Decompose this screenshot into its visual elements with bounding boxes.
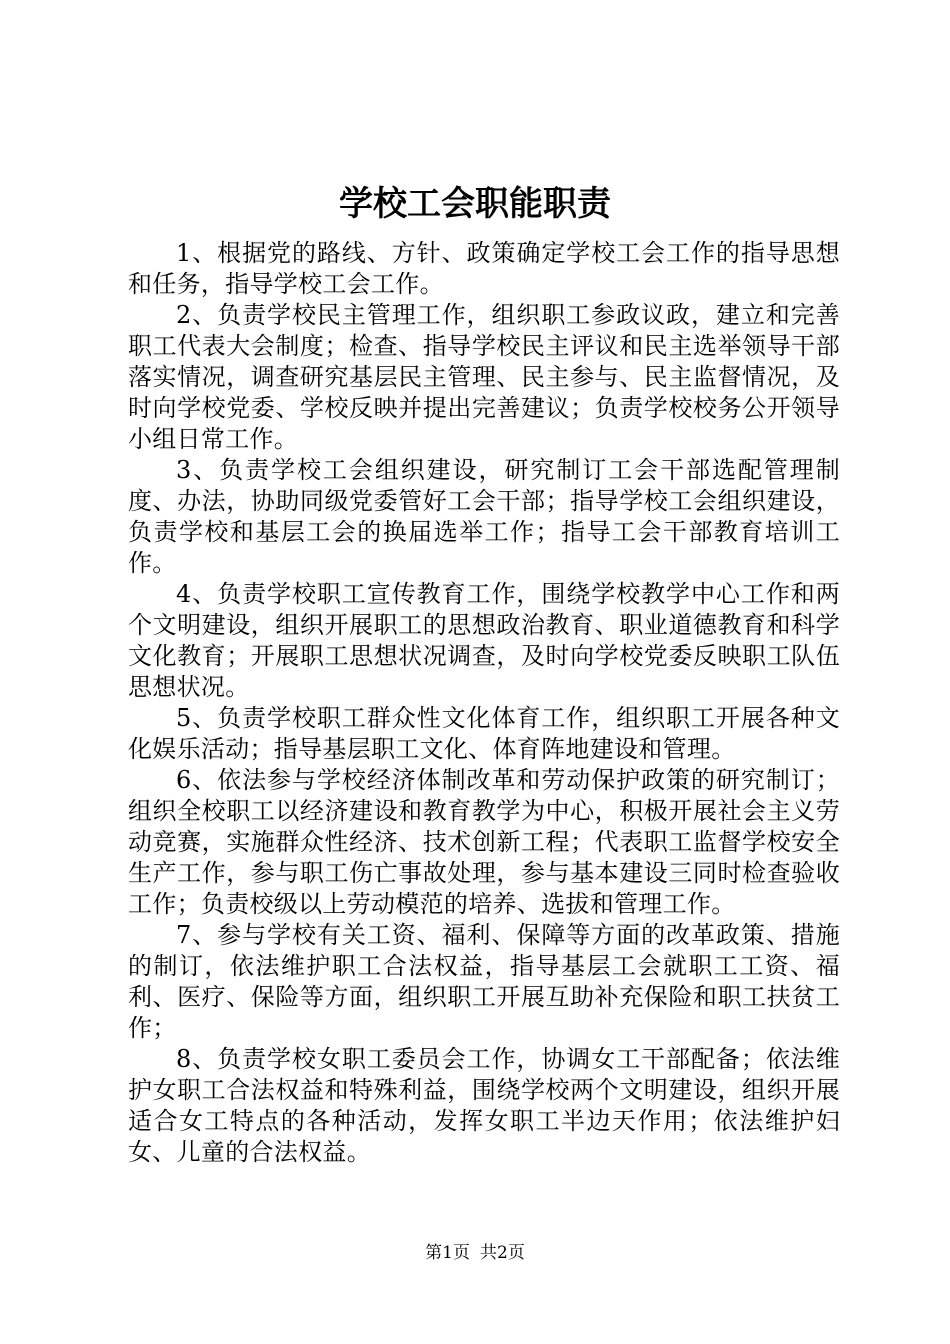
page-total: 共2页 xyxy=(480,1243,525,1263)
paragraph-2: 2、负责学校民主管理工作，组织职工参政议政，建立和完善职工代表大会制度；检查、指导学校民主评议和民主选举领导干部落实情况，调查研究基层民主管理、民主参与、民主监督情况，及时向学校党委、学校反映并提出完善建议；负责学校校务公开领导小组日常工作。 xyxy=(128,301,840,453)
paragraph-4: 4、负责学校职工宣传教育工作，围绕学校教学中心工作和两个文明建设，组织开展职工的思想政治教育、职业道德教育和科学文化教育；开展职工思想状况调查，及时向学校党委反映职工队伍思想状况。 xyxy=(128,580,840,701)
document-body xyxy=(128,238,840,1168)
paragraph-8: 8、负责学校女职工委员会工作，协调女工干部配备；依法维护女职工合法权益和特殊利益，围绕学校两个文明建设，组织开展适合女工特点的各种活动，发挥女职工半边天作用；依法维护妇女、儿童的合法权益。 xyxy=(128,1045,840,1166)
paragraph-1: 1、根据党的路线、方针、政策确定学校工会工作的指导思想和任务，指导学校工会工作。 xyxy=(128,239,840,298)
page-footer xyxy=(0,1242,950,1264)
paragraph-7: 7、参与学校有关工资、福利、保障等方面的改革政策、措施的制订，依法维护职工合法权益，指导基层工会就职工工资、福利、医疗、保险等方面，组织职工开展互助补充保险和职工扶贫工作； xyxy=(128,921,840,1042)
paragraph-5: 5、负责学校职工群众性文化体育工作，组织职工开展各种文化娱乐活动；指导基层职工文化、体育阵地建设和管理。 xyxy=(128,704,840,763)
paragraph-6: 6、依法参与学校经济体制改革和劳动保护政策的研究制订；组织全校职工以经济建设和教育教学为中心，积极开展社会主义劳动竞赛，实施群众性经济、技术创新工程；代表职工监督学校安全生产工作，参与职工伤亡事故处理，参与基本建设三同时检查验收工作；负责校级以上劳动模范的培养、选拔和管理工作。 xyxy=(128,766,840,918)
paragraph-3: 3、负责学校工会组织建设，研究制订工会干部选配管理制度、办法，协助同级党委管好工会干部；指导学校工会组织建设，负责学校和基层工会的换届选举工作；指导工会干部教育培训工作。 xyxy=(128,456,840,577)
document-title: 学校工会职能职责 xyxy=(339,184,611,224)
page-number: 第1页 xyxy=(425,1243,470,1263)
